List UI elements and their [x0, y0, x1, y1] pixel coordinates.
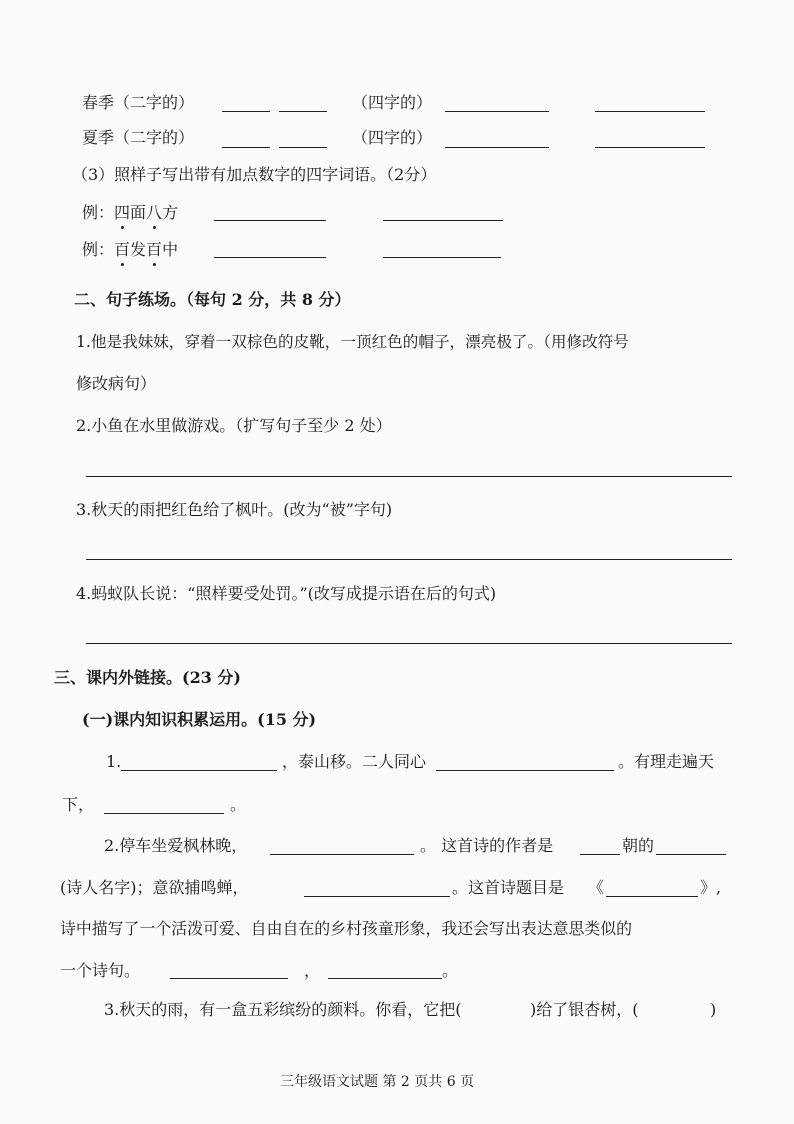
item2-title-blank[interactable]	[606, 896, 698, 897]
item2-text-7: 一个诗句。	[60, 961, 141, 980]
item3-answer-space-2[interactable]	[660, 999, 708, 1021]
summer-four-label: （四字的）	[352, 128, 433, 147]
item2-blank-4[interactable]	[328, 978, 442, 979]
item2-end: 。	[442, 961, 459, 980]
q3-example-1-blank-1[interactable]	[214, 220, 326, 221]
q3-example-2-blank-1[interactable]	[214, 257, 326, 258]
item1-text-3: 下，	[62, 795, 95, 814]
item2-text-5: 。这首诗题目是	[452, 878, 565, 897]
dotted-char: 四	[114, 203, 131, 222]
example-prefix: 例：	[82, 203, 115, 222]
item3-text-1: 3.秋天的雨，有一盒五彩缤纷的颜料。你看，它把(	[104, 1000, 462, 1019]
section3-subsection-1: (一)课内知识积累运用。(15 分)	[82, 710, 317, 729]
item2-text-4: (诗人名字)；意欲捕鸣蝉，	[60, 878, 249, 897]
summer-two-char-blank-2[interactable]	[279, 147, 327, 148]
item3-text-3: )	[710, 1000, 717, 1019]
q3-example-2	[82, 239, 178, 261]
item1-blank-2[interactable]	[436, 770, 614, 771]
summer-four-char-blank-1[interactable]	[445, 147, 549, 148]
item2-right-quote: 》,	[700, 878, 722, 897]
spring-four-char-blank-1[interactable]	[445, 111, 549, 112]
item2-comma: ，	[304, 961, 321, 980]
example-char: 中	[162, 240, 179, 259]
section2-q4-answer-line[interactable]	[86, 643, 732, 644]
item3-text-2: )给了银杏树，(	[530, 1000, 639, 1019]
item2-text-2: 。 这首诗的作者是	[420, 836, 554, 855]
summer-two-char-blank-1[interactable]	[222, 147, 270, 148]
dotted-char: 百	[114, 240, 131, 259]
section2-q1-line1: 1.他是我妹妹，穿着一双棕色的皮靴，一顶红色的帽子，漂亮极了。（用修改符号	[76, 333, 629, 351]
example-char: 面	[130, 203, 147, 222]
summer-label: 夏季（二字的）	[82, 128, 195, 147]
example-prefix: 例：	[82, 240, 115, 259]
spring-two-char-blank-1[interactable]	[222, 111, 270, 112]
q3-example-2-blank-2[interactable]	[383, 257, 501, 258]
q3-prompt: （3）照样子写出带有加点数字的四字词语。（2分）	[72, 165, 437, 184]
section2-q2-answer-line[interactable]	[86, 476, 732, 477]
item2-blank-1[interactable]	[270, 854, 414, 855]
item1-text-1: ，泰山移。二人同心	[282, 752, 427, 771]
item1-blank-1[interactable]	[121, 770, 277, 771]
item3-answer-space-1[interactable]	[492, 999, 528, 1021]
item2-left-quote: 《	[588, 878, 605, 897]
item2-text-1: 2.停车坐爱枫林晚，	[104, 836, 248, 855]
section2-q3-answer-line[interactable]	[86, 559, 732, 560]
spring-four-char-blank-2[interactable]	[595, 111, 705, 112]
q3-example-1-blank-2[interactable]	[383, 220, 503, 221]
spring-two-char-blank-2[interactable]	[279, 111, 327, 112]
q3-example-1	[82, 202, 178, 224]
example-char: 方	[162, 203, 179, 222]
example-char: 发	[130, 240, 147, 259]
item1-end: 。	[230, 795, 247, 814]
item2-text-6: 诗中描写了一个活泼可爱、自由自在的乡村孩童形象，我还会写出表达意思类似的	[60, 919, 633, 938]
item1-number: 1.	[106, 752, 122, 771]
summer-four-char-blank-2[interactable]	[595, 147, 705, 148]
page-footer: 三年级语文试题 第 2 页共 6 页	[280, 1074, 475, 1090]
item2-blank-2[interactable]	[304, 896, 450, 897]
spring-four-label: （四字的）	[352, 93, 433, 112]
dotted-char: 八	[146, 203, 163, 222]
item2-blank-3[interactable]	[170, 978, 288, 979]
section2-q3: 3.秋天的雨把红色给了枫叶。(改为“被”字句)	[76, 500, 393, 519]
item2-dynasty-blank[interactable]	[580, 854, 620, 855]
dotted-char: 百	[146, 240, 163, 259]
section3-title: 三、课内外链接。(23 分)	[54, 668, 241, 687]
item2-poet-blank[interactable]	[656, 854, 726, 855]
spring-label: 春季（二字的）	[82, 93, 195, 112]
item1-text-2: 。有理走遍天	[618, 752, 715, 771]
item2-text-3: 朝的	[622, 836, 655, 855]
section2-q2: 2.小鱼在水里做游戏。（扩写句子至少 2 处）	[76, 416, 392, 435]
section2-q4: 4.蚂蚁队长说：“照样要受处罚。”(改写成提示语在后的句式)	[76, 584, 497, 603]
section2-title: 二、句子练场。（每句 2 分，共 8 分）	[74, 290, 351, 309]
section2-q1-line2: 修改病句）	[76, 374, 157, 393]
item1-blank-3[interactable]	[104, 813, 224, 814]
